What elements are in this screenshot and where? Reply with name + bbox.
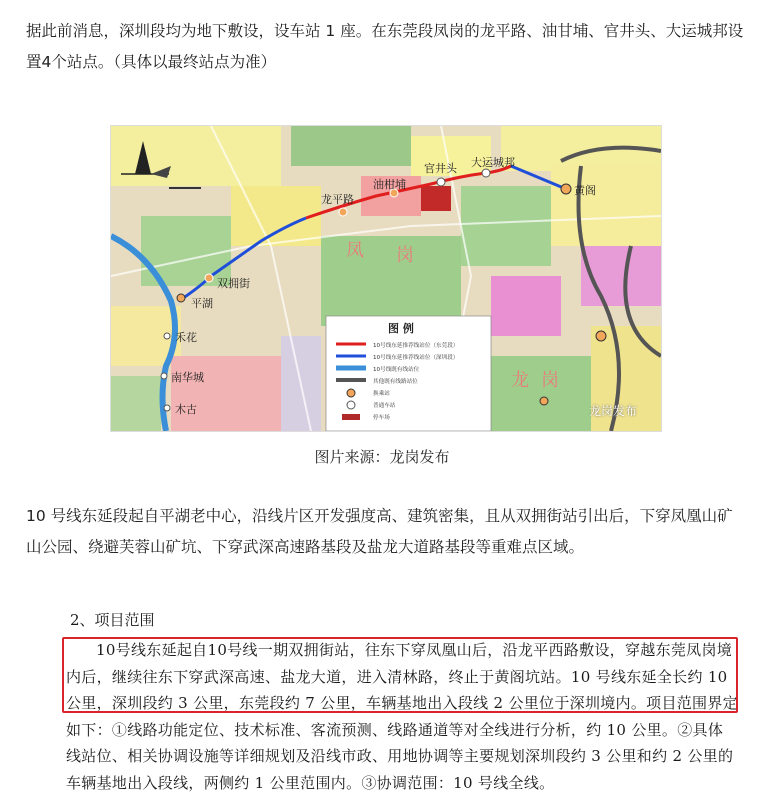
- map-label-nanhuacheng: 南华城: [171, 371, 204, 384]
- map-label-longpinglu: 龙平路: [321, 193, 354, 206]
- map-label-guanjingtou: 官井头: [424, 162, 457, 175]
- map-label-youganpu: 油柑埔: [373, 178, 406, 191]
- legend-title: 图 例: [388, 322, 414, 335]
- map-label-shuangyongjie: 双拥街: [217, 277, 250, 290]
- cropped-text-line: [66, 593, 276, 603]
- map-label-mugu: 木古: [175, 403, 197, 416]
- section-heading: 2、项目范围: [70, 611, 155, 629]
- district-longgang-1: 龙: [511, 370, 529, 391]
- intro-paragraph: 据此前消息，深圳段均为地下敷设，设车站 1 座。在东莞段凤岗的龙平路、油甘埔、官井头、大运城邦设置4个站点。（具体以最终站点为准）: [26, 22, 744, 71]
- map-label-dayunchengbang: 大运城邦: [471, 156, 515, 169]
- district-longgang-2: 岗: [541, 370, 559, 391]
- body-paragraph: 10 号线东延段起自平湖老中心，沿线片区开发强度高、建筑密集，且从双拥街站引出后，下穿凤凰山矿山公园、绕避芙蓉山矿坑、下穿武深高速路基段及盐龙大道路基段等重难点区域。: [26, 507, 733, 556]
- district-fenggang-1: 凤: [346, 240, 364, 261]
- legend-item: 10号线东延推荐线站位（东莞段）: [373, 343, 459, 349]
- district-fenggang-2: 岗: [396, 245, 414, 266]
- legend-items: [373, 340, 458, 424]
- document-excerpt: [66, 593, 738, 803]
- legend-item: 换乘站: [373, 391, 390, 397]
- watermark: 龙岗发布: [589, 404, 638, 418]
- map-label-pinghu: 平湖: [191, 297, 213, 310]
- section-body: 10号线东延起自10号线一期双拥街站，往东下穿凤凰山后，沿龙平西路敷设，穿越东莞凤岗境内后，继续往东下穿武深高速、盐龙大道，进入清林路，终止于黄阁坑站。10 号线东延全长约 10 公里，深圳段约 3 公里，东莞段约 7 公里，车辆基地出入段线 2 公里位于深圳境内。项目范围界定如下：①线路功能定位、技术标准、客流预测、线路通道等对全线进行分析，约 10 公里。②具体线站位、相关协调设施等详细规划及沿线市政、用地协调等主要规划深圳段约 3 公里和约 2 公里的车辆基地出入段线，两侧约 1 公里范围内。③协调范围：10 号线全线。: [66, 641, 738, 792]
- legend-item: 10号线既有线站位: [373, 367, 420, 373]
- legend-item: 停车场: [373, 415, 390, 421]
- map-label-huangge: 黄阁: [574, 184, 596, 197]
- map-label-hehua: 禾花: [175, 331, 197, 344]
- legend-item: 10号线东延推荐线站位（深圳段）: [373, 355, 459, 361]
- legend-item: 普通车站: [373, 403, 396, 409]
- legend-item: 其他既有线路站位: [373, 379, 418, 385]
- route-map: [110, 125, 662, 432]
- image-caption: 图片来源：龙岗发布: [314, 448, 450, 466]
